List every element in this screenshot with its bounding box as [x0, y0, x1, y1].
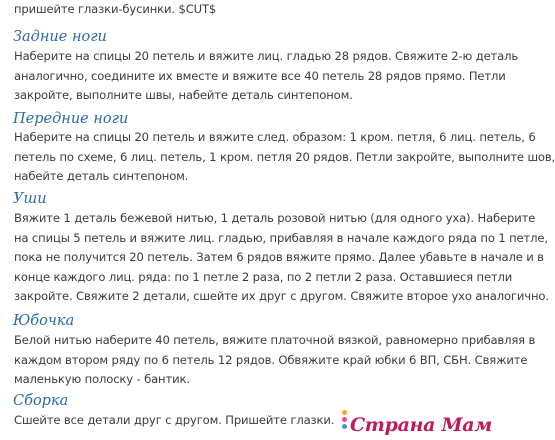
text-line: Наберите на спицы 20 петель и вяжите след. образом: 1 кром. петля, 6 лиц. петель, 6: [14, 130, 536, 144]
section-heading-ears: Уши: [13, 191, 47, 207]
text-line: закройте, выполните швы, набейте деталь синтепоном.: [14, 88, 353, 102]
text-line: на спицы 5 петель и вяжите лиц. гладью, прибавляя в начале каждого ряда по 1 петле,: [14, 230, 548, 245]
text-line: Наберите на спицы 20 петель и вяжите лиц. гладью 28 рядов. Свяжите 2-ю деталь: [14, 49, 519, 63]
text-line: аналогично, соедините их вместе и вяжите все 40 петель 28 рядов прямо. Петли: [14, 68, 506, 83]
text-line: петель по схеме, 6 лиц. петель, 1 кром. петля 20 рядов. Петли закройте, выполните шов,: [14, 149, 555, 164]
site-watermark-logo: [342, 409, 492, 436]
section-heading-skirt: Юбочка: [13, 313, 75, 329]
section-heading-front-legs: Передние ноги: [13, 111, 129, 127]
watermark-dot: [342, 410, 347, 415]
watermark-text: Страна Мам: [349, 414, 492, 436]
text-line: пришейте глазки-бусинки. $CUT$: [14, 2, 217, 16]
text-line: Вяжите 1 деталь бежевой нитью, 1 деталь розовой нитью (для одного уха). Наберите: [14, 211, 536, 225]
text-line: Белой нитью наберите 40 петель, вяжите платочной вязкой, равномерно прибавляя в: [14, 333, 536, 347]
section-paragraph-hind-legs: [14, 47, 519, 106]
text-line: каждом втором ряду по 6 петель 12 рядов. Обвяжите край юбки 6 ВП, СБН. Свяжите: [14, 352, 528, 367]
text-line: Сшейте все детали друг с другом. Пришейте глазки.: [14, 413, 335, 427]
section-heading-hind-legs: Задние ноги: [13, 29, 107, 45]
watermark-dot: [342, 424, 347, 429]
section-paragraph-front-legs: [14, 128, 555, 187]
section-heading-assembly: Сборка: [13, 393, 69, 409]
intro-paragraph: [14, 0, 494, 20]
watermark-dot: [342, 417, 347, 422]
text-line: конце каждого лиц. ряда: по 1 петле 2 раза, по 2 петли 2 раза. Оставшиеся петли: [14, 269, 513, 284]
watermark-dots-icon: [342, 409, 347, 430]
section-paragraph-skirt: [14, 331, 536, 390]
text-line: набейте деталь синтепоном.: [14, 169, 189, 183]
text-line: пока не получится 20 петель. Затем 6 рядов вяжите прямо. Далее убавьте в начале и в: [14, 250, 544, 264]
text-line: закройте. Свяжите 2 детали, сшейте их друг с другом. Свяжите второе ухо аналогично.: [14, 289, 549, 303]
text-line: маленькую полоску - бантик.: [14, 372, 190, 386]
section-paragraph-ears: [14, 209, 549, 307]
